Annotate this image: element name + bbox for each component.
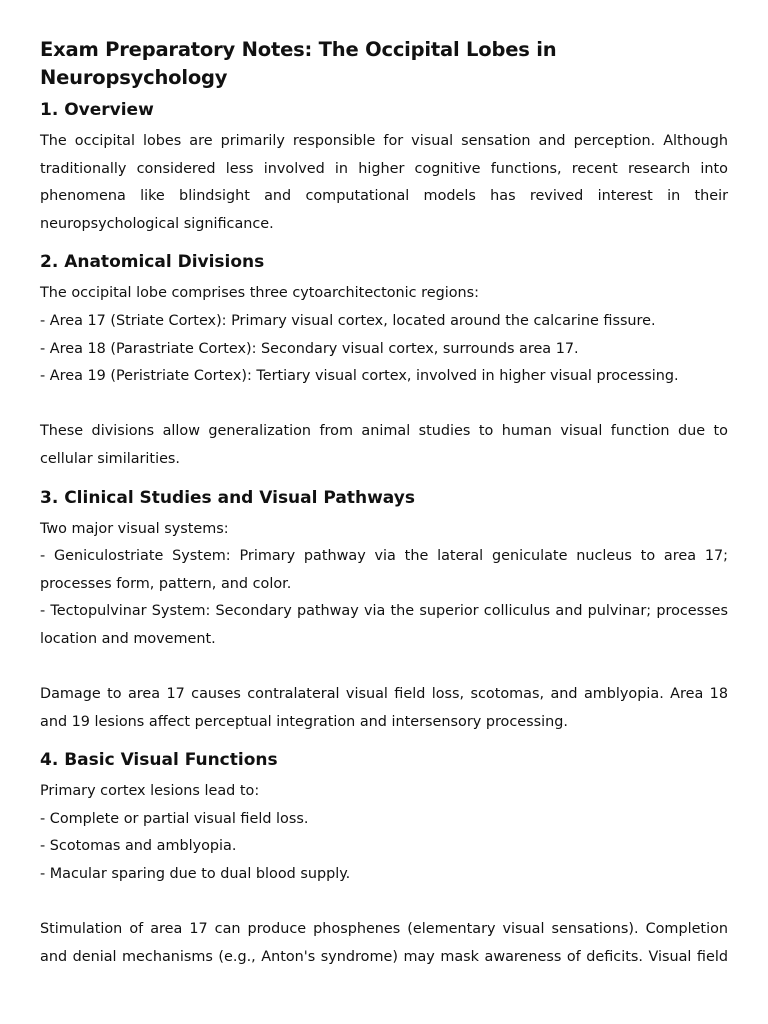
section-overview — [40, 98, 728, 238]
section-heading: 3. Clinical Studies and Visual Pathways — [40, 487, 415, 508]
document-title: Exam Preparatory Notes: The Occipital Lobes in Neuropsychology — [40, 38, 557, 89]
list-item: - Complete or partial visual field loss. — [40, 810, 309, 827]
paragraph: Stimulation of area 17 can produce phosphenes (elementary visual sensations). Completion and denial mechanisms (e.g., Anton's syndrome) may mask awareness of deficits. Visual field — [40, 921, 728, 965]
list-item: - Area 19 (Peristriate Cortex): Tertiary visual cortex, involved in higher visual processing. — [40, 368, 679, 385]
spacer — [40, 654, 728, 682]
paragraph: Damage to area 17 causes contralateral visual field loss, scotomas, and amblyopia. Area 18 and 19 lesions affect perceptual integration and intersensory processing. — [40, 686, 728, 730]
list-item: - Tectopulvinar System: Secondary pathway via the superior colliculus and pulvinar; processes location and movement. — [40, 603, 728, 647]
spacer — [40, 889, 728, 917]
paragraph-line: Two major visual systems: — [40, 520, 229, 537]
section-heading: 2. Anatomical Divisions — [40, 252, 265, 273]
list-item: - Area 18 (Parastriate Cortex): Secondary visual cortex, surrounds area 17. — [40, 340, 579, 357]
list-item: - Area 17 (Striate Cortex): Primary visual cortex, located around the calcarine fissure. — [40, 312, 656, 329]
section-anatomical-divisions — [40, 250, 728, 473]
paragraph-line: Primary cortex lesions lead to: — [40, 783, 260, 800]
section-clinical-studies — [40, 486, 728, 737]
section-heading: 1. Overview — [40, 100, 154, 120]
list-item: - Geniculostriate System: Primary pathway via the lateral geniculate nucleus to area 17; processes form, pattern, and color. — [40, 548, 728, 592]
spacer — [40, 391, 728, 419]
list-item: - Scotomas and amblyopia. — [40, 838, 237, 855]
list-item: - Macular sparing due to dual blood supply. — [40, 866, 351, 883]
paragraph-line: The occipital lobe comprises three cytoarchitectonic regions: — [40, 285, 479, 302]
paragraph: The occipital lobes are primarily responsible for visual sensation and perception. Although traditionally considered less involved in higher cognitive functions, recent research into phenomena like blindsight and computational models has revived interest in their neuropsychological significance. — [40, 133, 728, 232]
paragraph: These divisions allow generalization from animal studies to human visual function due to cellular similarities. — [40, 423, 728, 467]
section-basic-visual-functions — [40, 748, 728, 971]
section-heading: 4. Basic Visual Functions — [40, 750, 278, 771]
